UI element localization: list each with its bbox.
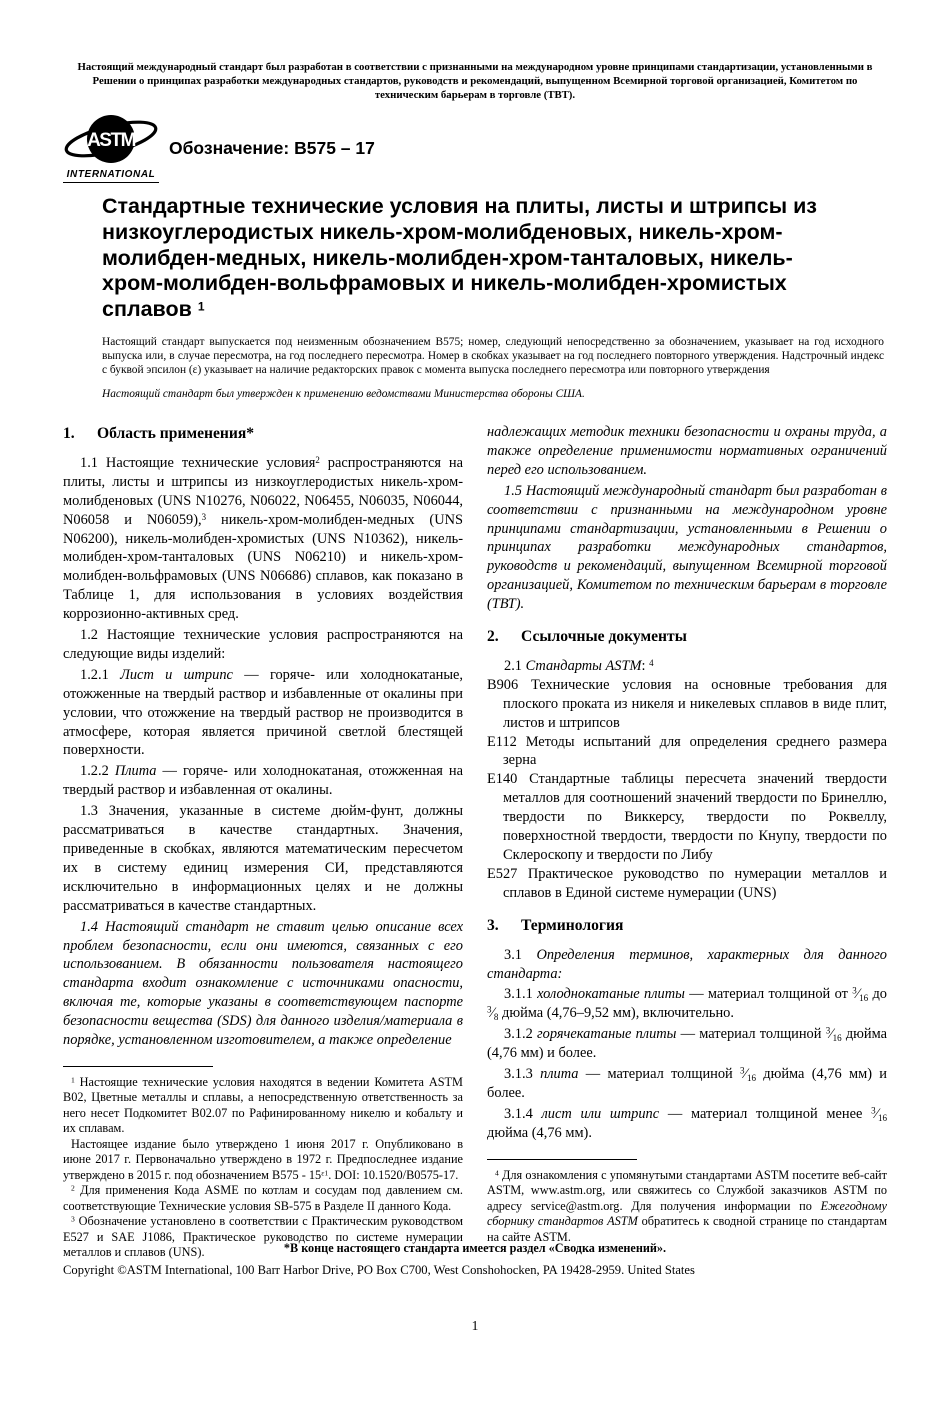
title-footnote-ref: 1 bbox=[197, 299, 205, 314]
astm-logo-international: INTERNATIONAL bbox=[63, 169, 159, 183]
paragraph-2-1: 2.1 Стандарты ASTM: $^4$ bbox=[504, 657, 654, 674]
reference-e527: E527 Практическое руководство по нумерации металлов и сплавов в Единой системе нумерации (UNS) bbox=[487, 865, 887, 901]
paragraph-1-2: 1.2 Настоящие технические условия распространяются на следующие виды изделий: bbox=[63, 627, 463, 662]
intro-block bbox=[102, 335, 884, 401]
dod-approval-note: Настоящий стандарт был утвержден к применению ведомствами Министерства обороны США. bbox=[102, 387, 585, 400]
paragraph-1-4-continued: надлежащих методик техники безопасности и охраны труда, а также определение применимости нормативных ограничений перед его использованием. bbox=[487, 423, 887, 478]
paragraph-3-1: 3.1 Определения терминов, характерных для данного стандарта: bbox=[487, 946, 887, 982]
issuance-note: Настоящий стандарт выпускается под неизменным обозначением B575; номер, следующий непосредственно за обозначением, указывает на год исходного выпуска или, в случае пересмотра, на год последнего пересмотра. Номер в скобках указывает на год последнего повторного утверждения. Надстрочный индекс с буквой эпсилон (ε) указывает на наличие редакторских правок с момента выпуска последнего пересмотра или повторного утверждения bbox=[102, 335, 884, 376]
footnote-1a: $^1$ Настоящие технические условия находятся в ведении Комитета ASTM B02, Цветные металлы и сплавы, а непосредственную ответственность за него несет Подкомитет B02.07 по Рафинированному никелю и кобальту и их сплавам. bbox=[63, 1074, 463, 1136]
paragraph-3-1-1: 3.1.1 холоднокатаные плиты — материал толщиной от $^3⁄_{16}$ до $^3⁄_8$ дюйма (4,76–9,52 мм), включительно. bbox=[487, 985, 887, 1023]
reference-b906: B906 Технические условия на основные требования для плоского проката из никеля и никелевых сплавов в виде плит, листов и штрипсов bbox=[487, 676, 887, 731]
astm-logo-text: ASTM bbox=[87, 130, 135, 151]
right-column bbox=[487, 423, 887, 1261]
section-3-heading bbox=[487, 917, 887, 936]
left-column bbox=[63, 423, 463, 1261]
paragraph-1-2-1: 1.2.1 Лист и штрипс — горяче- или холоднокатаные, отожженные на твердый раствор и избавленные от окалины при условии, что отожжение на твердый раствор не производится в атмосфере, которая является причиной светлой блестящей поверхности. bbox=[63, 666, 463, 759]
section-3-title: Терминология bbox=[521, 916, 624, 934]
paragraph-3-1-3: 3.1.3 плита — материал толщиной $^3⁄_{16}$ дюйма (4,76 мм) и более. bbox=[487, 1065, 887, 1101]
section-3-number: 3. bbox=[487, 916, 499, 934]
section-1-heading bbox=[63, 425, 463, 444]
astm-logo bbox=[63, 112, 165, 183]
footnote-3: $^3$ Обозначение установлено в соответствии с Практическим руководством E527 и SAE J1086, Практическое руководство по системе нумерации металлов и сплавов (UNS). bbox=[63, 1214, 463, 1260]
reference-e140: E140 Стандартные таблицы пересчета значений твердости металлов для соотношений значений твердости по Бринеллю, твердости по Виккерсу, твердости по Роквеллу, поверхностной твердости, твердости по Кнупу, твердости по Склероскопу и твердости по Либу bbox=[487, 771, 887, 864]
footnote-divider-left bbox=[63, 1066, 213, 1067]
section-2-number: 2. bbox=[487, 628, 499, 646]
paragraph-1-1: 1.1 Настоящие технические условия$^2$ распространяются на плиты, листы и штрипсы из низкоуглеродистых никель-хром-молибденовых (UNS N10276, N06022, N06455, N06035, N06044, N06058 и N06059),$^3$ никель-хром-молибден-медных (UNS N06200), никель-молибден-хромистых (UNS N10362), никель-молибден-хром-танталовых (UNS N06210) и никель-хром-молибден-вольфрамовых (UNS N06686) сплавов, как показано в Таблице 1, для использования в условиях воздействия коррозионно-активных сред. bbox=[63, 454, 463, 623]
designation: Обозначение: B575 – 17 bbox=[169, 138, 375, 158]
right-footnotes bbox=[487, 1159, 887, 1246]
copyright-line: Copyright ©ASTM International, 100 Barr Harbor Drive, PO Box C700, West Conshohocken, PA 19428-2959. United States bbox=[63, 1263, 695, 1277]
page-number: 1 bbox=[471, 1318, 479, 1333]
paragraph-3-1-4: 3.1.4 лист или штрипс — материал толщиной менее $^3⁄_{16}$ дюйма (4,76 мм). bbox=[487, 1105, 887, 1141]
footnote-4: $^4$ Для ознакомления с упомянутыми стандартами ASTM посетите веб-сайт ASTM, www.astm.org, или свяжитесь со Службой заказчиков ASTM по адресу service@astm.org. Для получения информации по Ежегодному сборнику стандартов ASTM обратитесь к сводной странице по стандартам на сайте ASTM. bbox=[487, 1167, 887, 1244]
paragraph-1-4: 1.4 Настоящий стандарт не ставит целью описание всех проблем безопасности, если они имеются, связанных с его использованием. В обязанности пользователя настоящего стандарта входит ознакомление с источниками опасности, включая те, которые указаны в соответствующем паспорте безопасности вещества (SDS) для данного изделия/материала в порядке, установленном изготовителем, а также определение bbox=[63, 918, 463, 1049]
paragraph-1-3: 1.3 Значения, указанные в системе дюйм-фунт, должны рассматриваться в качестве стандартных. Значения, приведенные в скобках, являются математическим пересчетом их в систему единиц измерения СИ, представляются исключительно в информационных целях и не должны рассматриваться в качестве стандартных. bbox=[63, 803, 463, 914]
section-1-title: Область применения* bbox=[97, 424, 255, 442]
footnote-divider-right bbox=[487, 1159, 637, 1160]
two-column-body bbox=[63, 423, 887, 1261]
footnote-1b: Настоящее издание было утверждено 1 июня 2017 г. Опубликовано в июне 2017 г. Первоначально утверждено в 1972 г. Предпоследнее издание утверждено в 2015 г. под обозначением $B575 - 15^{\varepsilon 1}$. DOI: 10.1520/B0575-17. bbox=[63, 1136, 463, 1182]
section-2-title: Ссылочные документы bbox=[521, 628, 687, 646]
summary-of-changes-note: *В конце настоящего стандарта имеется раздел «Сводка изменений». bbox=[283, 1241, 667, 1255]
masthead bbox=[63, 112, 887, 182]
document-title-text: Стандартные технические условия на плиты, листы и штрипсы из низкоуглеродистых никель-хром-молибденовых, никель-хром-молибден-медных, никель-молибден-хром-танталовых, никель-хром-молибден-вольфрамовых и никель-молибден-хромистых сплавов bbox=[102, 194, 817, 322]
left-footnotes bbox=[63, 1066, 463, 1261]
reference-e112: E112 Методы испытаний для определения среднего размера зерна bbox=[487, 733, 887, 769]
section-2-heading bbox=[487, 628, 887, 647]
wto-notice: Настоящий международный стандарт был разработан в соответствии с признанными на международном уровне принципами стандартизации, установленными в Решении о принципах разработки международных стандартов, руководств и рекомендаций, выпущенном Всемирной торговой организацией, Комитетом по техническим барьерам в торговле (ТВТ). bbox=[77, 61, 873, 101]
paragraph-1-2-2: 1.2.2 Плита — горяче- или холоднокатаная, отожженная на твердый раствор и избавленная от окалины. bbox=[63, 763, 463, 799]
section-1-number: 1. bbox=[63, 424, 75, 442]
paragraph-3-1-2: 3.1.2 горячекатаные плиты — материал толщиной $^3⁄_{16}$ дюйма (4,76 мм) и более. bbox=[487, 1025, 887, 1062]
astm-globe-icon bbox=[63, 112, 159, 166]
footnote-2: $^2$ Для применения Кода ASME по котлам и сосудам под давлением см. соответствующие Технические условия SB-575 в Разделе II данного Кода. bbox=[63, 1183, 463, 1213]
document-title bbox=[102, 194, 830, 323]
paragraph-1-5: 1.5 Настоящий международный стандарт был разработан в соответствии с признанными на международном уровне принципами стандартизации, установленными в Решении о принципах разработки международных стандартов, руководств и рекомендаций, выпущенном Всемирной торговой организацией, Комитетом по техническим барьерам в торговле (ТВТ). bbox=[487, 482, 887, 613]
